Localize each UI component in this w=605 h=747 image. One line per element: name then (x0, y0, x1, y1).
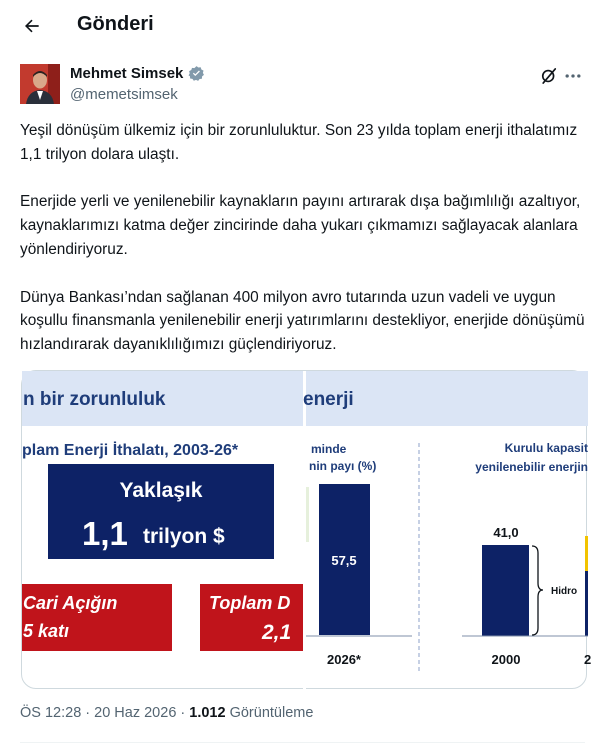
tweet-text (20, 119, 588, 357)
panel1-box-number: 1,1 (82, 515, 128, 552)
panel1-title: plam Enerji İthalatı, 2003-26* (22, 442, 239, 459)
grok-button[interactable] (539, 66, 559, 86)
panel3-year: 2000 (491, 652, 521, 667)
avatar-image (20, 64, 60, 104)
tweet-meta (20, 705, 313, 721)
grok-icon (539, 66, 559, 86)
tweet-media-image[interactable] (21, 370, 592, 689)
red-right-line1: Toplam D (209, 593, 291, 613)
panel3-title-line2: yenilenebilir enerjin (475, 460, 588, 474)
panel3-year-next: 2 (584, 652, 592, 667)
divider (20, 742, 585, 743)
red-right-line2: 2,1 (262, 621, 292, 644)
verified-badge-icon (188, 65, 205, 82)
author-handle[interactable]: @memetsimsek (70, 86, 178, 103)
tweet-paragraph-2: Enerjide yerli ve yenilenebilir kaynakların payını artırarak dışa bağımlılığı azaltıyor, kaynaklarımızı katma değer zincirinde daha yukarı çıkmamızı sağlayacak alanlara yönlendiriyoruz. (20, 193, 581, 258)
views-label: Görüntüleme (225, 705, 314, 721)
panel3-bracket-label: Hidro (551, 586, 578, 597)
infographic (22, 371, 592, 690)
name-row (70, 65, 205, 82)
tweet-timestamp[interactable]: ÖS 12:28 · 20 Haz 2026 · (20, 705, 190, 721)
panel2-value: 57,5 (331, 553, 357, 568)
red-left-line2: 5 katı (23, 621, 70, 641)
panel3-value: 41,0 (493, 525, 519, 540)
avatar[interactable] (20, 64, 60, 104)
panel2-title-line1: minde (311, 442, 347, 456)
author-name[interactable]: Mehmet Simsek (70, 65, 184, 82)
banner-left-text: n bir zorunluluk (23, 389, 166, 410)
panel3-title-line1: Kurulu kapasit (504, 441, 588, 455)
arrow-left-icon (22, 16, 42, 36)
panel3-bar (482, 545, 529, 636)
panel1-box-unit: trilyon $ (143, 525, 225, 548)
panel2-title-line2: nin payı (%) (309, 459, 377, 473)
banner-right-text: enerji (303, 389, 354, 410)
top-bar (0, 0, 605, 52)
back-button[interactable] (18, 12, 46, 40)
views-count: 1.012 (189, 705, 226, 721)
tweet-paragraph-1: Yeşil dönüşüm ülkemiz için bir zorunluluktur. Son 23 yılda toplam enerji ithalatımız 1,1 trilyon dolara ulaştı. (20, 122, 578, 163)
panel1-box-line1: Yaklaşık (119, 479, 203, 502)
red-left-line1: Cari Açığın (23, 593, 118, 613)
panel2-year: 2026* (327, 652, 361, 667)
tweet-author (20, 62, 585, 108)
tweet-paragraph-3: Dünya Bankası’ndan sağlanan 400 milyon avro tutarında uzun vadeli ve uygun koşullu finansmanla yenilenebilir enerji yatırımlarını destekliyor, enerjide dönüşümü hızlandırarak dayanıklılığımızı güçlendiriyoruz. (20, 288, 585, 353)
more-options-button[interactable] (563, 66, 583, 86)
page-title: Gönderi (77, 13, 154, 35)
more-dots-icon (563, 66, 583, 86)
